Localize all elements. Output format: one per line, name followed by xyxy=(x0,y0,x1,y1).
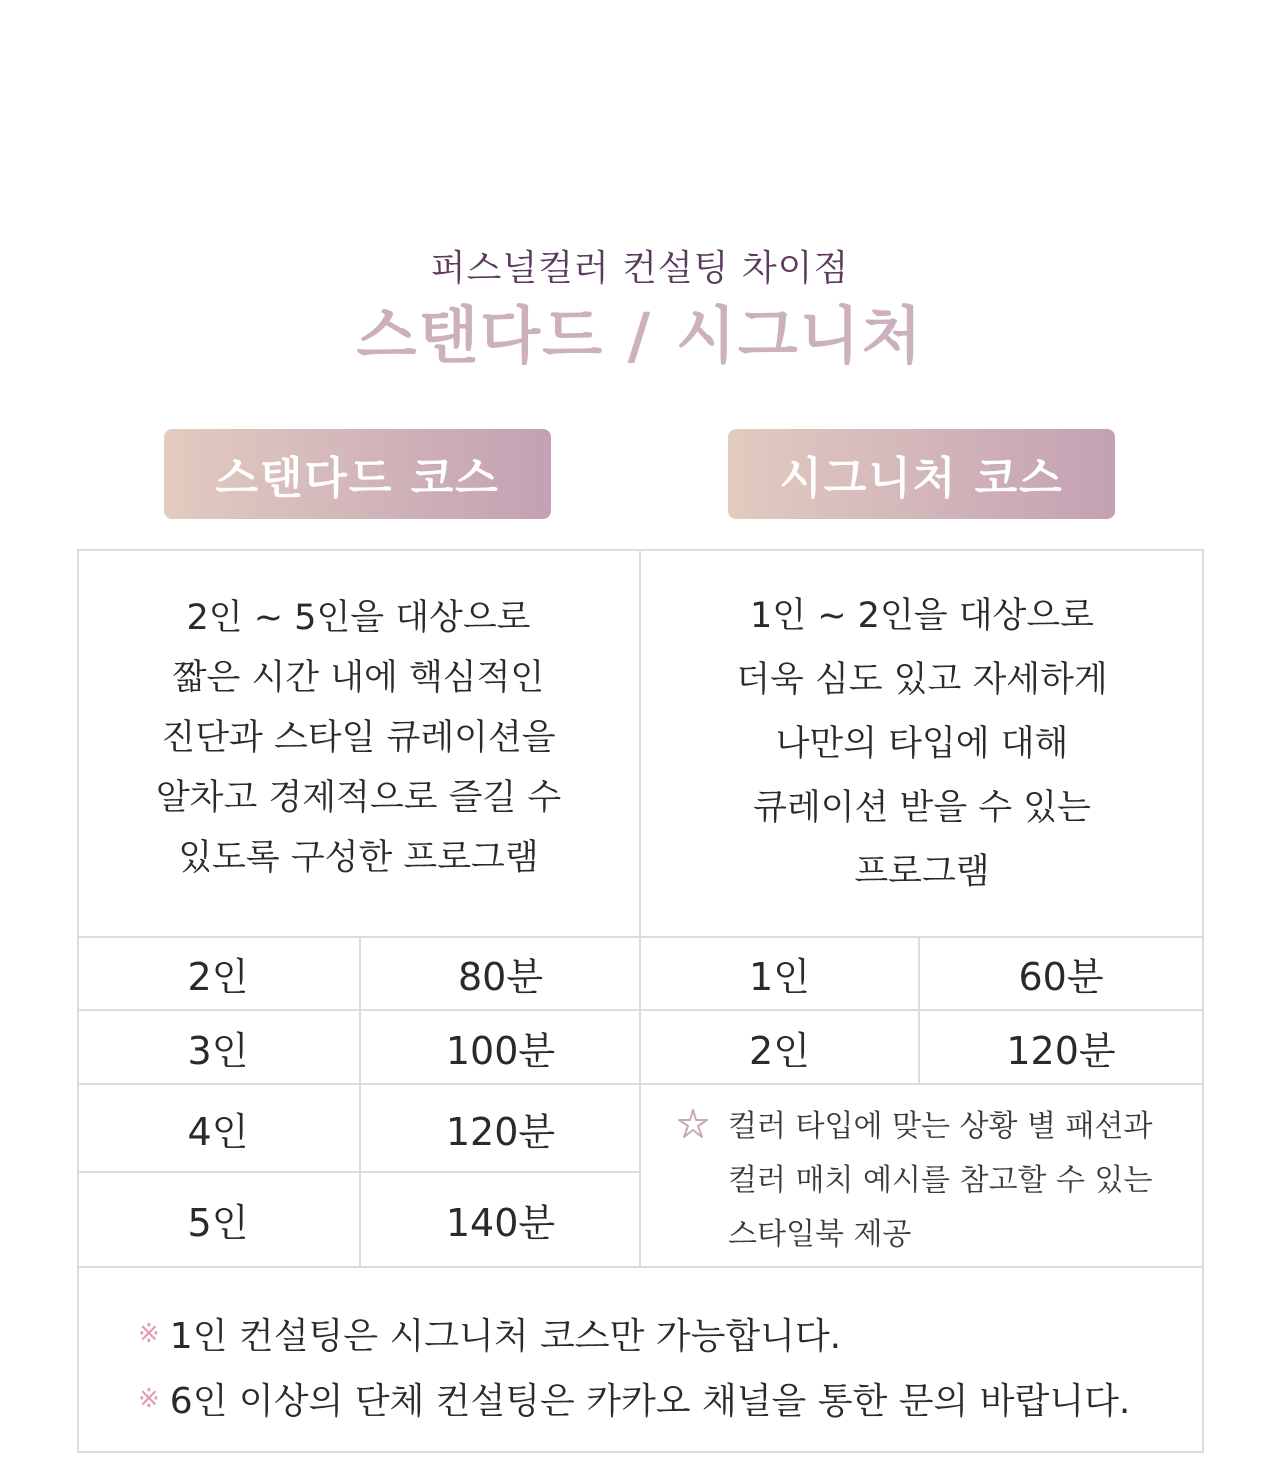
standard-description-line: 2인 ~ 5인을 대상으로 xyxy=(186,598,531,638)
signature-description-line: 더욱 심도 있고 자세하게 xyxy=(736,660,1108,700)
signature-description-line: 나만의 타입에 대해 xyxy=(775,724,1069,764)
reference-mark-icon: ※ xyxy=(138,1318,160,1349)
star-icon xyxy=(676,1106,710,1140)
signature-people-cell: 2인 xyxy=(749,1028,810,1073)
standard-description xyxy=(77,588,640,888)
standard-duration-cell: 140분 xyxy=(445,1201,556,1245)
standard-duration-cell: 120분 xyxy=(445,1109,556,1154)
styleguide-note-line: 컬러 타입에 맞는 상황 별 패션과 xyxy=(728,1109,1153,1144)
standard-duration-cell: 100분 xyxy=(445,1028,556,1073)
standard-people-cell: 2인 xyxy=(187,955,249,999)
signature-duration-cell: 60분 xyxy=(1018,955,1104,999)
signature-description-line: 큐레이션 받을 수 있는 xyxy=(753,788,1091,828)
section-title: 스탠다드 / 시그니처 xyxy=(356,299,924,372)
standard-people-cell: 3인 xyxy=(187,1028,249,1073)
standard-description-line: 짧은 시간 내에 핵심적인 xyxy=(172,658,545,698)
standard-description-line: 알차고 경제적으로 즐길 수 xyxy=(155,778,562,818)
standard-course-badge: 스탠다드 코스 xyxy=(164,429,551,519)
footnote-text: 1인 컨설팅은 시그니처 코스만 가능합니다. xyxy=(169,1316,842,1357)
table-divider-footer xyxy=(77,1266,1204,1268)
footnote xyxy=(138,1308,841,1359)
signature-description xyxy=(640,584,1204,904)
footnote xyxy=(138,1373,1130,1424)
standard-description-line: 진단과 스타일 큐레이션을 xyxy=(161,718,556,758)
signature-description-line: 프로그램 xyxy=(854,852,990,892)
section-subtitle: 퍼스널컬러 컨설팅 차이점 xyxy=(430,248,850,289)
signature-description-line: 1인 ~ 2인을 대상으로 xyxy=(750,596,1094,636)
footnote-text: 6인 이상의 단체 컨설팅은 카카오 채널을 통한 문의 바랍니다. xyxy=(169,1381,1131,1422)
styleguide-note-line: 컬러 매치 예시를 참고할 수 있는 xyxy=(728,1163,1153,1198)
reference-mark-icon: ※ xyxy=(138,1383,160,1414)
standard-duration-cell: 80분 xyxy=(457,955,544,999)
signature-course-badge: 시그니처 코스 xyxy=(728,429,1115,519)
standard-people-cell: 4인 xyxy=(187,1109,249,1154)
standard-people-cell: 5인 xyxy=(187,1201,249,1245)
signature-people-cell: 1인 xyxy=(749,955,810,999)
standard-description-line: 있도록 구성한 프로그램 xyxy=(178,838,539,878)
signature-duration-cell: 120분 xyxy=(1006,1028,1116,1073)
styleguide-note xyxy=(728,1100,1152,1262)
styleguide-note-line: 스타일북 제공 xyxy=(728,1217,912,1252)
